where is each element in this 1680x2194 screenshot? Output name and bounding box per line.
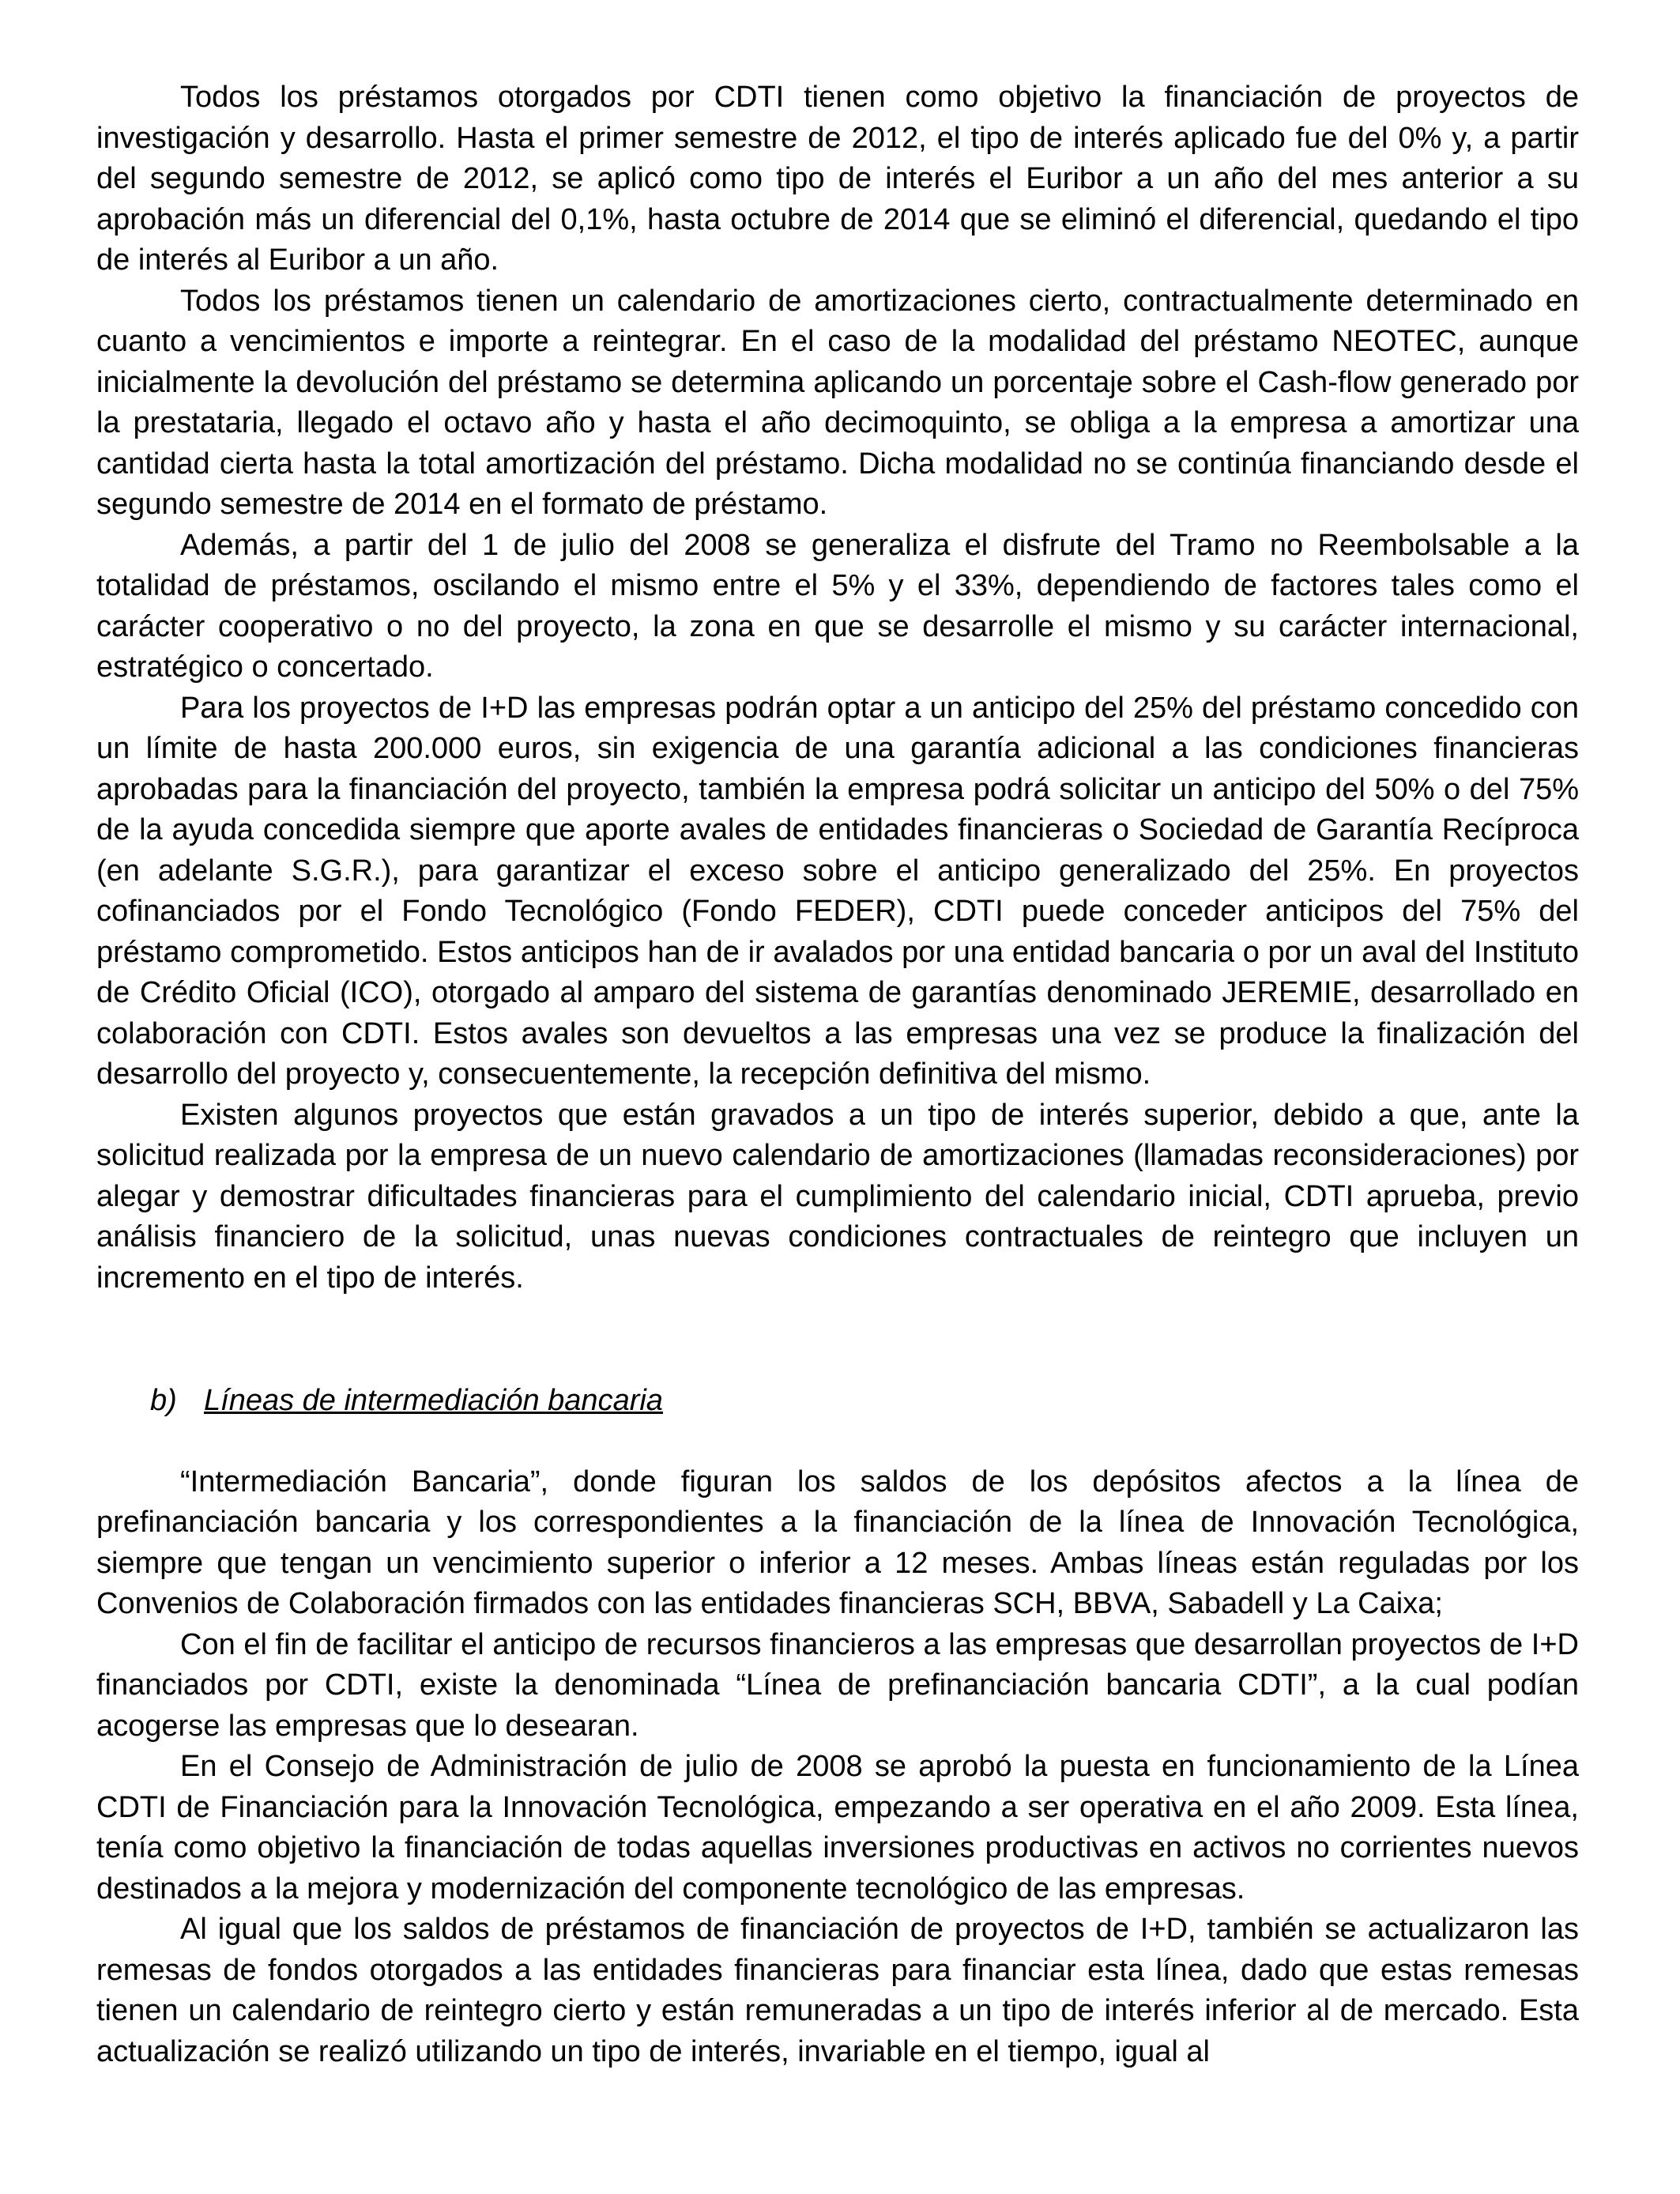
paragraph-bank-intermediation: “Intermediación Bancaria”, donde figuran los saldos de los depósitos afectos a la línea de prefinanciación bancaria y los correspondientes a la financiación de la línea de Innovación Tecnológica, siempre que tengan un vencimiento superior o inferior a 12 meses. Ambas líneas están reguladas por los Convenios de Colaboración firmados con las entidades financieras SCH, BBVA, Sabadell y La Caixa;: [96, 1465, 1579, 1620]
paragraph-non-refundable-tranche: Además, a partir del 1 de julio del 2008 se generaliza el disfrute del Tramo no Reembolsable a la totalidad de préstamos, oscilando el mismo entre el 5% y el 33%, dependiendo de factores tales como el carácter cooperativo o no del proyecto, la zona en que se desarrolle el mismo y su carácter internacional, estratégico o concertado.: [96, 528, 1579, 684]
section-title: Líneas de intermediación bancaria: [204, 1384, 663, 1417]
section-heading: [96, 1381, 1579, 1422]
paragraph-amortization-calendar: Todos los préstamos tienen un calendario de amortizaciones cierto, contractualmente determinado en cuanto a vencimientos e importe a reintegrar. En el caso de la modalidad del préstamo NEOTEC, aunque inicialmente la devolución del préstamo se determina aplicando un porcentaje sobre el Cash-flow generado por la prestataria, llegado el octavo año y hasta el año decimoquinto, se obliga a la empresa a amortizar una cantidad cierta hasta la total amortización del préstamo. Dicha modalidad no se continúa financiando desde el segundo semestre de 2014 en el formato de préstamo.: [96, 284, 1579, 521]
section-letter: b): [150, 1384, 177, 1417]
section-spacer: [96, 1299, 1579, 1381]
paragraph-reconsiderations: Existen algunos proyectos que están gravados a un tipo de interés superior, debido a que, ante la solicitud realizada por la empresa de un nuevo calendario de amortizaciones (llamadas reconsideraciones) por alegar y demostrar dificultades financieras para el cumplimiento del calendario inicial, CDTI aprueba, previo análisis financiero de la solicitud, unas nuevas condiciones contractuales de reintegro que incluyen un incremento en el tipo de interés.: [96, 1098, 1579, 1295]
paragraph-innovation-line: En el Consejo de Administración de julio de 2008 se aprobó la puesta en funcionamiento de la Línea CDTI de Financiación para la Innovación Tecnológica, empezando a ser operativa en el año 2009. Esta línea, tenía como objetivo la financiación de todas aquellas inversiones productivas en activos no corrientes nuevos destinados a la mejora y modernización del componente tecnológico de las empresas.: [96, 1750, 1579, 1906]
paragraph-interest-rates: Todos los préstamos otorgados por CDTI tienen como objetivo la financiación de proyectos de investigación y desarrollo. Hasta el primer semestre de 2012, el tipo de interés aplicado fue del 0% y, a partir del segundo semestre de 2012, se aplicó como tipo de interés el Euribor a un año del mes anterior a su aprobación más un diferencial del 0,1%, hasta octubre de 2014 que se eliminó el diferencial, quedando el tipo de interés al Euribor a un año.: [96, 81, 1579, 277]
paragraph-prefinancing-line: Con el fin de facilitar el anticipo de recursos financieros a las empresas que desarrollan proyectos de I+D financiados por CDTI, existe la denominada “Línea de prefinanciación bancaria CDTI”, a la cual podían acogerse las empresas que lo desearan.: [96, 1627, 1579, 1743]
heading-spacer: [96, 1422, 1579, 1462]
paragraph-remittance-update: Al igual que los saldos de préstamos de financiación de proyectos de I+D, también se actualizaron las remesas de fondos otorgados a las entidades financieras para financiar esta línea, dado que estas remesas tienen un calendario de reintegro cierto y están remuneradas a un tipo de interés inferior al de mercado. Esta actualización se realizó utilizando un tipo de interés, invariable en el tiempo, igual al: [96, 1913, 1579, 2068]
document-page: [96, 77, 1579, 2072]
paragraph-advances: Para los proyectos de I+D las empresas podrán optar a un anticipo del 25% del préstamo concedido con un límite de hasta 200.000 euros, sin exigencia de una garantía adicional a las condiciones financieras aprobadas para la financiación del proyecto, también la empresa podrá solicitar un anticipo del 50% o del 75% de la ayuda concedida siempre que aporte avales de entidades financieras o Sociedad de Garantía Recíproca (en adelante S.G.R.), para garantizar el exceso sobre el anticipo generalizado del 25%. En proyectos cofinanciados por el Fondo Tecnológico (Fondo FEDER), CDTI puede conceder anticipos del 75% del préstamo comprometido. Estos anticipos han de ir avalados por una entidad bancaria o por un aval del Instituto de Crédito Oficial (ICO), otorgado al amparo del sistema de garantías denominado JEREMIE, desarrollado en colaboración con CDTI. Estos avales son devueltos a las empresas una vez se produce la finalización del desarrollo del proyecto y, consecuentemente, la recepción definitiva del mismo.: [96, 691, 1579, 1091]
